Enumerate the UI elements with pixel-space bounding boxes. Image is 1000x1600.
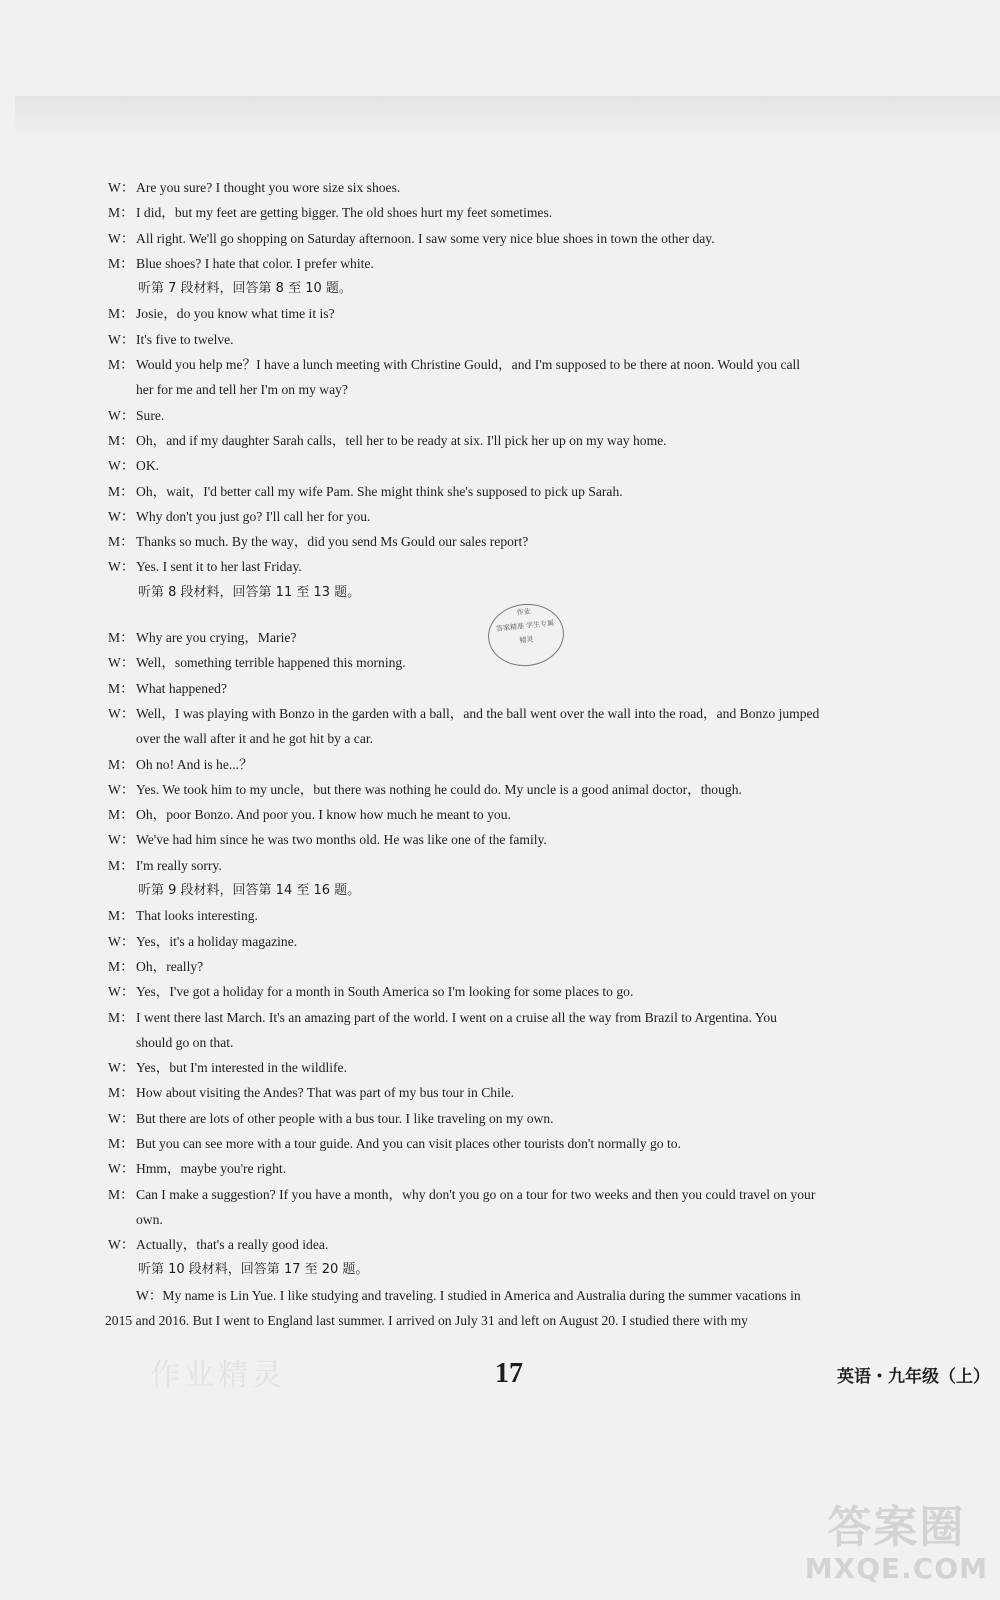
- speaker-label: M：: [108, 1186, 134, 1202]
- dialogue-text: How about visiting the Andes? That was part of my bus tour in Chile.: [136, 1085, 515, 1101]
- dialogue-line: [108, 853, 938, 878]
- speaker-label: M：: [108, 534, 134, 550]
- dialogue-text: Well，something terrible happened this morning.: [136, 655, 406, 671]
- dialogue-continuation: her for me and tell her I'm on my way?: [136, 382, 348, 398]
- running-head: 英语・九年级（上）: [837, 1367, 990, 1387]
- dialogue-line: [108, 954, 938, 979]
- dialogue-line: [108, 1182, 938, 1207]
- speaker-label: M：: [108, 1085, 134, 1101]
- speaker-label: W：: [108, 984, 135, 1000]
- speaker-label: M：: [108, 306, 134, 322]
- speaker-label: M：: [108, 857, 134, 873]
- section-heading: 听第 10 段材料，回答第 17 至 20 题。: [138, 1262, 369, 1278]
- dialogue-line: [108, 1080, 938, 1105]
- dialogue-text: I did，but my feet are getting bigger. The old shoes hurt my feet sometimes.: [136, 205, 553, 221]
- section-heading: 听第 8 段材料，回答第 11 至 13 题。: [138, 584, 361, 600]
- speaker-label: M：: [108, 255, 134, 271]
- dialogue-text: Why don't you just go? I'll call her for you.: [136, 508, 371, 524]
- dialogue-text: But you can see more with a tour guide. And you can visit places other tourists don't normally go to.: [136, 1135, 681, 1151]
- dialogue-line: [108, 1106, 938, 1131]
- dialogue-text: Sure.: [136, 407, 165, 423]
- dialogue-line: [108, 676, 938, 701]
- speaker-label: W：: [108, 559, 135, 575]
- dialogue-line: [108, 1055, 938, 1080]
- dialogue-text: Well，I was playing with Bonzo in the garden with a ball，and the ball went over the wall into the road，and Bonzo jumped: [136, 705, 820, 721]
- speaker-label: W：: [108, 781, 135, 797]
- dialogue-line: [108, 752, 938, 777]
- dialogue-text: All right. We'll go shopping on Saturday afternoon. I saw some very nice blue shoes in town the other day.: [136, 230, 715, 246]
- dialogue-text: But there are lots of other people with a bus tour. I like traveling on my own.: [136, 1110, 554, 1126]
- dialogue-text: I went there last March. It's an amazing part of the world. I went on a cruise all the way from Brazil to Argentina. You: [136, 1009, 777, 1025]
- dialogue-continuation: over the wall after it and he got hit by a car.: [136, 731, 374, 747]
- dialogue-line: [108, 979, 938, 1004]
- dialogue-line: [108, 301, 938, 326]
- dialogue-line: [108, 1005, 938, 1030]
- dialogue-text: Blue shoes? I hate that color. I prefer white.: [136, 255, 374, 271]
- dialogue-line: [108, 929, 938, 954]
- dialogue-text: Oh，and if my daughter Sarah calls，tell her to be ready at six. I'll pick her up on my way home.: [136, 432, 667, 448]
- speaker-label: W：: [108, 1060, 135, 1076]
- dialogue-line: [108, 504, 938, 529]
- speaker-label: M：: [108, 432, 134, 448]
- dialogue-line: [108, 529, 938, 554]
- logo-text-cn: 答案圈: [827, 1502, 966, 1553]
- dialogue-text: Are you sure? I thought you wore size six shoes.: [136, 180, 401, 195]
- dialogue-line: [108, 352, 938, 377]
- narration-line: W：My name is Lin Yue. I like studying and traveling. I studied in America and Australia during the summer vacations in: [136, 1287, 801, 1303]
- logo-text-en: MXQE.COM: [804, 1552, 988, 1585]
- dialogue-text: Oh，really?: [136, 958, 204, 974]
- section-heading: 听第 9 段材料，回答第 14 至 16 题。: [138, 883, 361, 899]
- dialogue-line: [108, 701, 938, 726]
- dialogue-continuation: own.: [136, 1211, 163, 1227]
- speaker-label: M：: [108, 483, 134, 499]
- speaker-label: M：: [108, 756, 134, 772]
- section-heading: 听第 7 段材料，回答第 8 至 10 题。: [138, 281, 352, 297]
- dialogue-text: What happened?: [136, 680, 227, 696]
- stamp-line: 作业: [516, 607, 531, 617]
- narration-line: 2015 and 2016. But I went to England last summer. I arrived on July 31 and left on August 20. I studied there with my: [105, 1313, 748, 1329]
- speaker-label: W：: [108, 458, 135, 474]
- dialogue-text: Yes. I sent it to her last Friday.: [136, 559, 302, 575]
- dialogue-text: Oh，wait，I'd better call my wife Pam. She might think she's supposed to pick up Sarah.: [136, 483, 623, 499]
- dialogue-text: Oh，poor Bonzo. And poor you. I know how much he meant to you.: [136, 807, 511, 823]
- dialogue-line: [108, 200, 938, 225]
- dialogue-line: [108, 428, 938, 453]
- dialogue-text: We've had him since he was two months old. He was like one of the family.: [136, 832, 547, 848]
- dialogue-text: Thanks so much. By the way，did you send Ms Gould our sales report?: [136, 534, 529, 550]
- dialogue-line: [108, 903, 938, 928]
- dialogue-text: Actually，that's a really good idea.: [136, 1237, 329, 1253]
- dialogue-line: [108, 777, 938, 802]
- dialogue-line: [108, 226, 938, 251]
- dialogue-line: [108, 327, 938, 352]
- speaker-label: M：: [108, 680, 134, 696]
- dialogue-text: Josie，do you know what time it is?: [136, 306, 335, 322]
- speaker-label: M：: [108, 958, 134, 974]
- dialogue-text: Would you help me？I have a lunch meeting with Christine Gould，and I'm supposed to be there at noon. Would you call: [136, 357, 801, 373]
- site-logo-watermark: [805, 1502, 988, 1584]
- dialogue-text: That looks interesting.: [136, 908, 258, 924]
- speaker-label: M：: [108, 630, 134, 646]
- dialogue-continuation: should go on that.: [136, 1034, 234, 1050]
- speaker-label: M：: [108, 205, 134, 221]
- speaker-label: W：: [108, 832, 135, 848]
- speaker-label: W：: [108, 1110, 135, 1126]
- dialogue-text: OK.: [136, 458, 160, 474]
- dialogue-line: [108, 554, 938, 579]
- dialogue-text: I'm really sorry.: [136, 857, 222, 873]
- speaker-label: W：: [108, 705, 135, 721]
- speaker-label: W：: [108, 1237, 135, 1253]
- speaker-label: M：: [108, 1009, 134, 1025]
- dialogue-text: Can I make a suggestion? If you have a month，why don't you go on a tour for two weeks and then you could travel on your: [136, 1186, 816, 1202]
- dialogue-text: Oh no! And is he...？: [136, 756, 253, 772]
- page-number: 17: [495, 1358, 523, 1389]
- dialogue-text: It's five to twelve.: [136, 331, 234, 347]
- speaker-label: W：: [108, 508, 135, 524]
- stamp-line: 精灵: [519, 635, 534, 645]
- dialogue-text: Yes，it's a holiday magazine.: [136, 933, 298, 949]
- speaker-label: W：: [108, 655, 135, 671]
- dialogue-line: [108, 479, 938, 504]
- dialogue-line: [108, 175, 938, 200]
- speaker-label: M：: [108, 1135, 134, 1151]
- speaker-label: W：: [108, 933, 135, 949]
- dialogue-line: [108, 1156, 938, 1181]
- dialogue-text: Yes，but I'm interested in the wildlife.: [136, 1060, 347, 1076]
- dialogue-line: [108, 802, 938, 827]
- scan-shadow: [15, 96, 1000, 136]
- dialogue-line: [108, 453, 938, 478]
- speaker-label: W：: [108, 230, 135, 246]
- dialogue-line: [108, 1131, 938, 1156]
- speaker-label: W：: [108, 1161, 135, 1177]
- dialogue-line: [108, 251, 938, 276]
- speaker-label: W：: [108, 331, 135, 347]
- footer-watermark: 作业精灵: [150, 1358, 286, 1393]
- speaker-label: M：: [108, 908, 134, 924]
- speaker-label: W：: [108, 180, 135, 195]
- dialogue-line: [108, 403, 938, 428]
- speaker-label: M：: [108, 807, 134, 823]
- dialogue-text: Yes. We took him to my uncle，but there was nothing he could do. My uncle is a good animal doctor，though.: [136, 781, 742, 797]
- dialogue-text: Yes，I've got a holiday for a month in South America so I'm looking for some places to go.: [136, 984, 634, 1000]
- dialogue-line: [108, 827, 938, 852]
- stamp-line: 答案精准 学生专属: [495, 619, 555, 634]
- dialogue-line: [108, 1232, 938, 1257]
- dialogue-text: Why are you crying，Marie?: [136, 630, 297, 646]
- speaker-label: W：: [108, 407, 135, 423]
- listening-transcript: [105, 175, 938, 1333]
- dialogue-text: Hmm，maybe you're right.: [136, 1161, 287, 1177]
- speaker-label: M：: [108, 357, 134, 373]
